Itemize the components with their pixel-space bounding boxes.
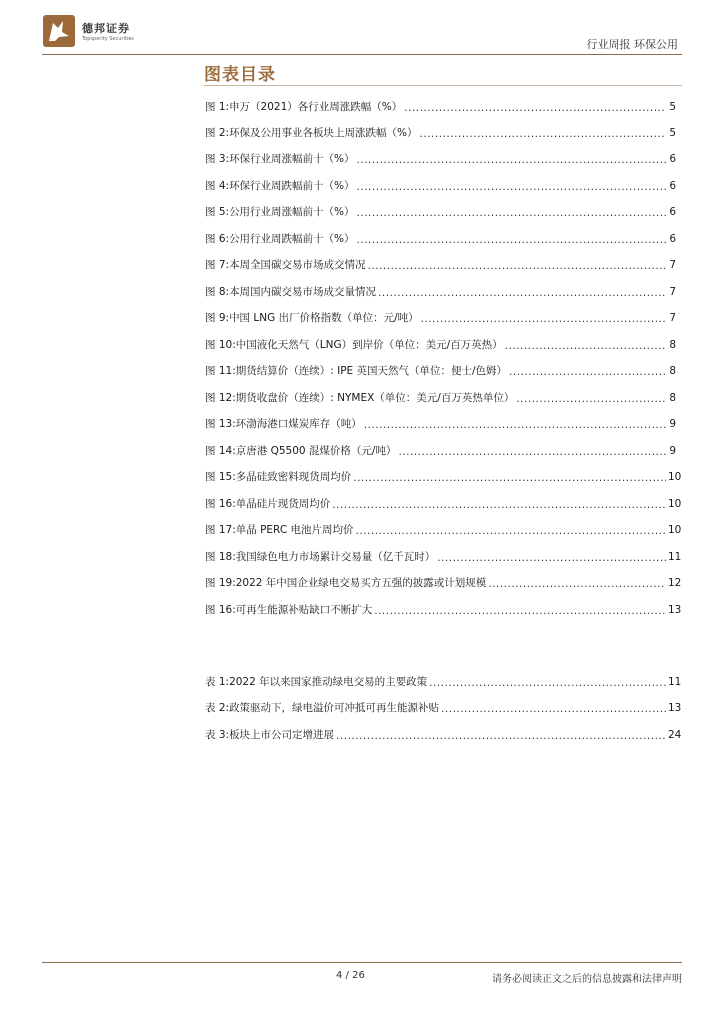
toc-entry-figure-18[interactable]: 图 18: 我国绿色电力市场累计交易量（亿千瓦时） ..... 11 — [205, 550, 676, 564]
disclaimer-note: 请务必阅读正文之后的信息披露和法律声明 — [492, 974, 682, 985]
toc-entry-figure-19[interactable]: 图 19: 2022 年中国企业绿电交易买方五强的披露或计划规模 ..... 12 — [205, 576, 676, 590]
toc-entry-figure-12[interactable]: 图 12: 期货收盘价（连续）: NYMEX（单位：美元/百万英热单位） ..... 8 — [205, 391, 676, 405]
toc-entry-table-2[interactable]: 表 2: 政策驱动下，绿电溢价可冲抵可再生能源补贴 ..... 13 — [205, 701, 676, 715]
toc-entry-figure-3[interactable]: 图 3: 环保行业周涨幅前十（%） ..... 6 — [205, 152, 676, 166]
toc-entry-figure-10[interactable]: 图 10: 中国液化天然气（LNG）到岸价（单位：美元/百万英热） ..... 8 — [205, 338, 676, 352]
toc-title: 图表目录 — [204, 65, 276, 85]
toc-entry-figure-5[interactable]: 图 5: 公用行业周涨幅前十（%） ..... 6 — [205, 205, 676, 219]
toc-entry-figure-9[interactable]: 图 9: 中国 LNG 出厂价格指数（单位：元/吨） ..... 7 — [205, 311, 676, 325]
toc-entry-table-3[interactable]: 表 3: 板块上市公司定增进展 ..... 24 — [205, 728, 676, 742]
toc-entry-figure-17[interactable]: 图 17: 单晶 PERC 电池片周均价 ..... 10 — [205, 523, 676, 537]
toc-entry-figure-4[interactable]: 图 4: 环保行业周跌幅前十（%） ..... 6 — [205, 179, 676, 193]
logo-mark-icon — [42, 14, 76, 48]
toc-entry-figure-7[interactable]: 图 7: 本周全国碳交易市场成交情况 ..... 7 — [205, 258, 676, 272]
toc-entry-figure-6[interactable]: 图 6: 公用行业周跌幅前十（%） ..... 6 — [205, 232, 676, 246]
toc-entry-figure-8[interactable]: 图 8: 本周国内碳交易市场成交量情况 ..... 7 — [205, 285, 676, 299]
company-logo — [42, 14, 152, 48]
toc-entry-figure-2[interactable]: 图 2: 环保及公用事业各板块上周涨跌幅（%） ..... 5 — [205, 126, 676, 140]
brand-name-en: Topsperity Securities — [82, 36, 134, 42]
brand-name-cn: 德邦证券 — [82, 22, 130, 35]
toc-entry-figure-1[interactable]: 图 1: 申万（2021）各行业周涨跌幅（%） ..... 5 — [205, 100, 676, 114]
toc-entry-figure-16[interactable]: 图 16: 单晶硅片现货周均价 ..... 10 — [205, 497, 676, 511]
page-number: 4 / 26 — [336, 970, 365, 981]
toc-title-divider — [204, 85, 682, 86]
toc-entry-figure-11[interactable]: 图 11: 期货结算价（连续）: IPE 英国天然气（单位：便士/色姆） ..... 8 — [205, 364, 676, 378]
report-category: 行业周报 环保公用 — [586, 38, 678, 51]
header-divider — [42, 54, 682, 55]
footer-divider — [42, 962, 682, 963]
toc-entry-figure-15[interactable]: 图 15: 多晶硅致密料现货周均价 ..... 10 — [205, 470, 676, 484]
toc-entry-figure-20[interactable]: 图 16: 可再生能源补贴缺口不断扩大 ..... 13 — [205, 603, 676, 617]
toc-entry-figure-13[interactable]: 图 13: 环渤海港口煤炭库存（吨） ..... 9 — [205, 417, 676, 431]
toc-entry-figure-14[interactable]: 图 14: 京唐港 Q5500 混煤价格（元/吨） ..... 9 — [205, 444, 676, 458]
toc-entry-table-1[interactable]: 表 1: 2022 年以来国家推动绿电交易的主要政策 ..... 11 — [205, 675, 676, 689]
